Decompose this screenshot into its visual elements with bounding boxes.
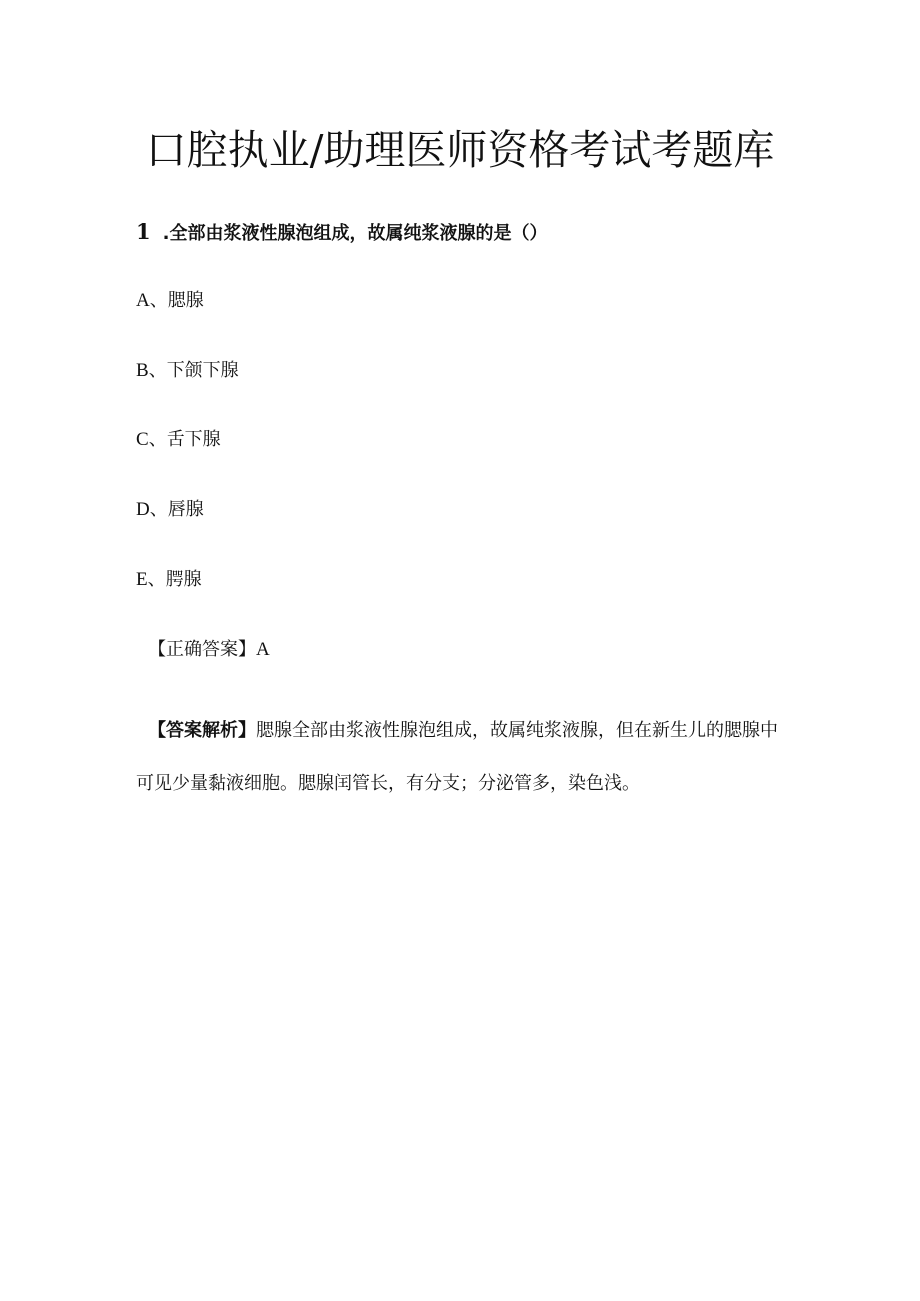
correct-answer bbox=[148, 636, 270, 664]
option-d bbox=[136, 496, 204, 524]
option-text: 唇腺 bbox=[167, 499, 204, 520]
answer-analysis bbox=[136, 704, 786, 810]
option-letter: D bbox=[136, 499, 150, 520]
option-letter: C bbox=[136, 429, 149, 450]
question-text: .全部由浆液性腺泡组成，故属纯浆液腺的是（） bbox=[162, 223, 548, 244]
document-title: 口腔执业/助理医师资格考试考题库 bbox=[145, 126, 775, 174]
answer-value: A bbox=[256, 639, 270, 660]
option-text: 腭腺 bbox=[165, 569, 202, 590]
option-separator: 、 bbox=[149, 290, 168, 311]
analysis-text: 腮腺全部由浆液性腺泡组成，故属纯浆液腺，但在新生儿的腮腺中可见少量黏液细胞。腮腺闰管长，有分支；分泌管多，染色浅。 bbox=[136, 720, 778, 794]
option-separator: 、 bbox=[148, 360, 167, 381]
option-text: 腮腺 bbox=[167, 290, 204, 311]
analysis-label: 【答案解析】 bbox=[148, 720, 256, 741]
option-text: 下颌下腺 bbox=[166, 360, 239, 381]
option-separator: 、 bbox=[148, 429, 167, 450]
option-b bbox=[136, 357, 239, 385]
option-text: 舌下腺 bbox=[166, 429, 221, 450]
option-letter: B bbox=[136, 360, 149, 381]
option-c bbox=[136, 426, 221, 454]
question-number: 1 bbox=[136, 219, 151, 244]
option-letter: E bbox=[136, 569, 148, 590]
answer-label: 【正确答案】 bbox=[148, 639, 256, 660]
option-letter: A bbox=[136, 290, 150, 311]
option-a bbox=[136, 287, 204, 315]
question-stem bbox=[136, 218, 547, 248]
option-e bbox=[136, 566, 202, 594]
option-separator: 、 bbox=[149, 499, 168, 520]
option-separator: 、 bbox=[147, 569, 166, 590]
